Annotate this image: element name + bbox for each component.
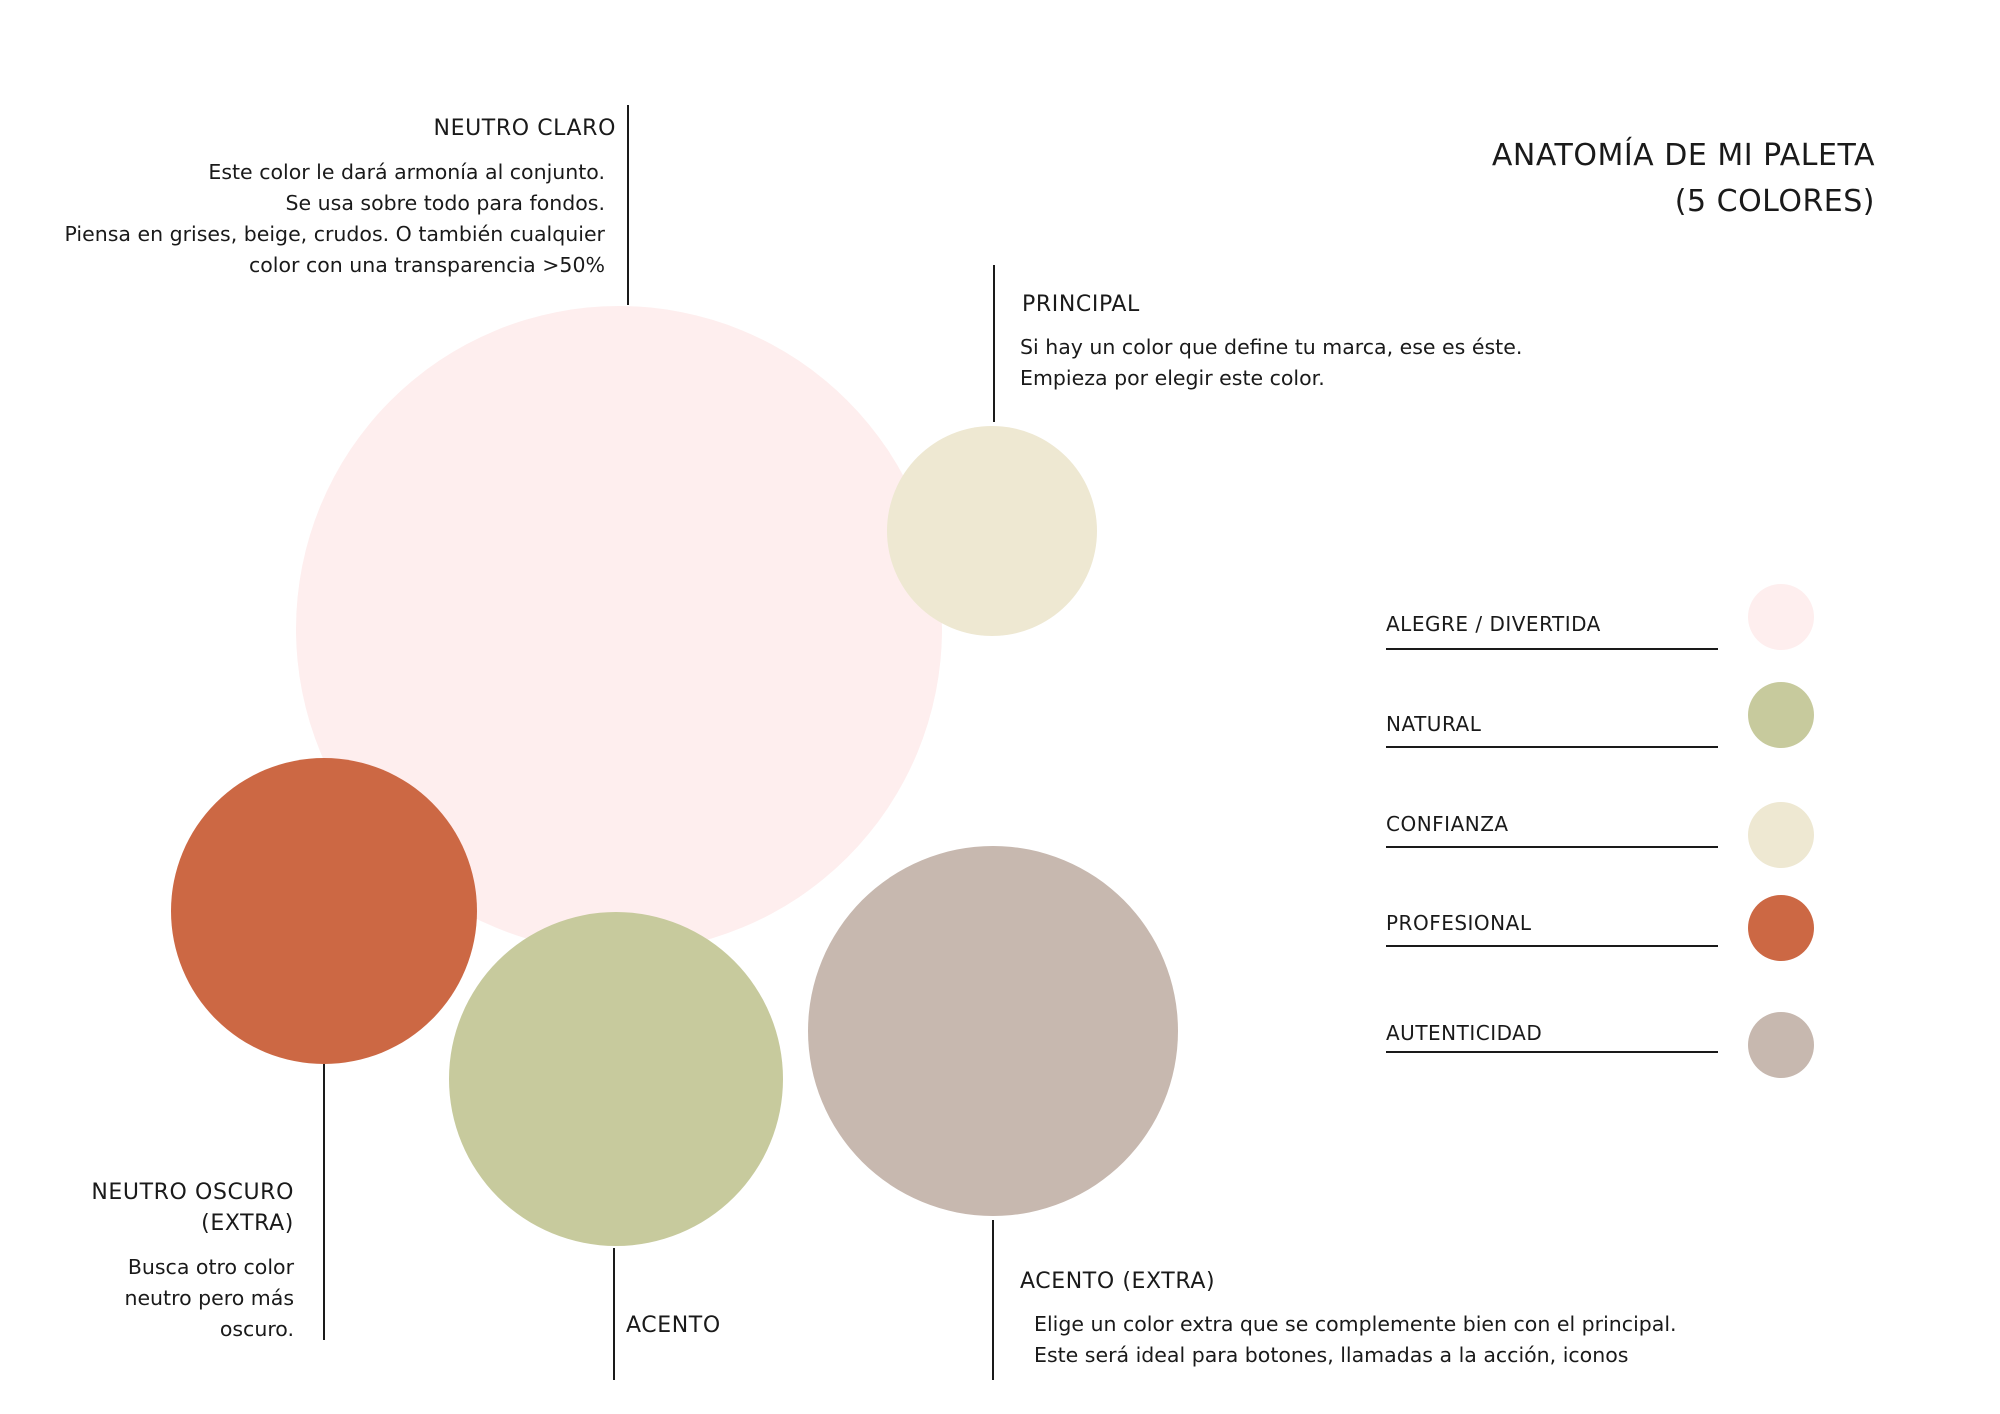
- title-line-1: ANATOMÍA DE MI PALETA: [1491, 138, 1875, 173]
- legend-swatch-confianza: [1748, 802, 1814, 868]
- title-line-2: (5 COLORES): [1674, 184, 1875, 219]
- legend-label-natural: NATURAL: [1386, 712, 1482, 736]
- legend-label-profesional: PROFESIONAL: [1386, 911, 1532, 935]
- acento-extra-label: ACENTO (EXTRA): [1020, 1269, 1216, 1294]
- legend-swatch-autenticidad: [1748, 1012, 1814, 1078]
- legend-underline-confianza: [1386, 846, 1718, 848]
- legend-label-confianza: CONFIANZA: [1386, 812, 1509, 836]
- legend-underline-profesional: [1386, 945, 1718, 947]
- acento-extra-circle: [808, 846, 1178, 1216]
- legend-underline-natural: [1386, 746, 1718, 748]
- acento-circle: [449, 912, 783, 1246]
- neutro-claro-description: Este color le dará armonía al conjunto. Se usa sobre todo para fondos. Piensa en grises, beige, crudos. O también cualquier color con una transparencia >50%: [64, 160, 605, 277]
- neutro-oscuro-circle: [171, 758, 477, 1064]
- acento-leader-line: [613, 1248, 615, 1380]
- legend-label-alegre: ALEGRE / DIVERTIDA: [1386, 612, 1601, 636]
- legend-label-autenticidad: AUTENTICIDAD: [1386, 1021, 1543, 1045]
- neutro-claro-label: NEUTRO CLARO: [433, 116, 616, 141]
- legend-underline-alegre: [1386, 648, 1718, 650]
- principal-circle: [887, 426, 1097, 636]
- acento-label: ACENTO: [626, 1313, 721, 1338]
- legend-swatch-alegre: [1748, 584, 1814, 650]
- legend-swatch-natural: [1748, 682, 1814, 748]
- neutro-oscuro-label: NEUTRO OSCURO (EXTRA): [91, 1180, 294, 1236]
- neutro-oscuro-description: Busca otro color neutro pero más oscuro.: [124, 1255, 294, 1341]
- principal-label: PRINCIPAL: [1022, 292, 1140, 317]
- principal-leader-line: [993, 265, 995, 422]
- legend-underline-autenticidad: [1386, 1051, 1718, 1053]
- acento-extra-leader-line: [992, 1220, 994, 1380]
- acento-extra-description: Elige un color extra que se complemente bien con el principal. Este será ideal para botones, llamadas a la acción, iconos: [1034, 1312, 1677, 1367]
- neutro-claro-leader-line: [627, 105, 629, 305]
- principal-description: Si hay un color que define tu marca, ese es éste. Empieza por elegir este color.: [1020, 335, 1523, 390]
- neutro-oscuro-leader-line: [323, 1064, 325, 1340]
- legend-swatch-profesional: [1748, 895, 1814, 961]
